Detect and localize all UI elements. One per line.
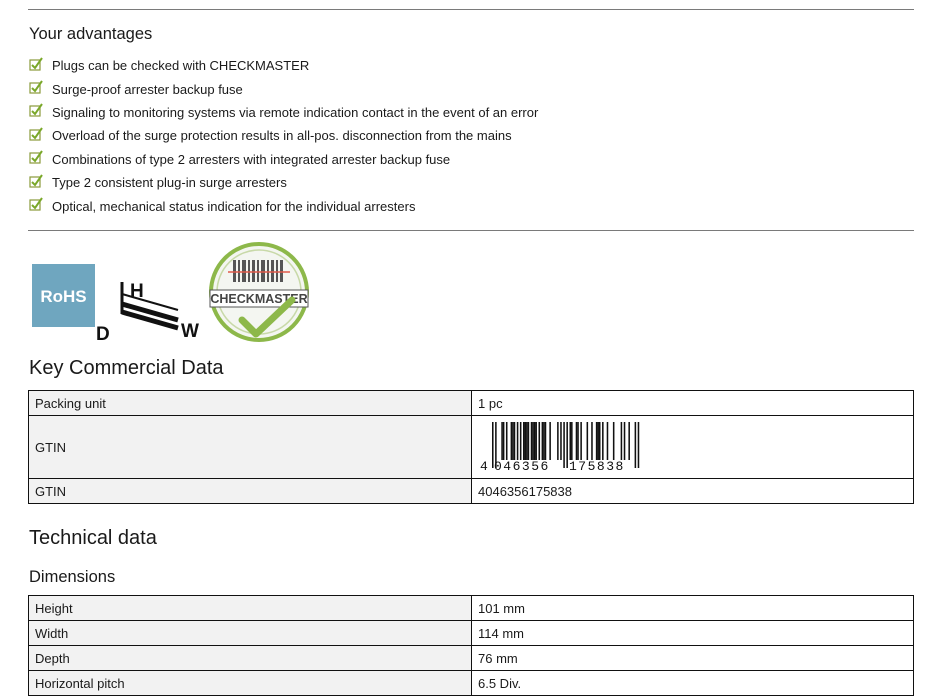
- advantage-text: Combinations of type 2 arresters with integrated arrester backup fuse: [52, 151, 451, 167]
- logo-strip: [30, 242, 320, 342]
- barcode-bar: [545, 422, 547, 460]
- checkmaster-logo: [210, 244, 308, 340]
- barcode-bar: [525, 422, 527, 460]
- row-label: Width: [29, 621, 472, 646]
- table-row: [29, 416, 914, 479]
- checkbox-checked-icon: [29, 174, 43, 188]
- barcode-bar: [566, 422, 568, 468]
- dimension-d-label: D: [96, 324, 110, 342]
- barcode-bar: [638, 422, 640, 468]
- barcode-bar: [571, 422, 573, 460]
- certification-logos: [30, 242, 320, 342]
- advantage-text: Plugs can be checked with CHECKMASTER: [52, 58, 310, 74]
- barcode-bar: [532, 422, 534, 460]
- rohs-logo: [32, 264, 95, 327]
- barcode-bar: [580, 422, 582, 460]
- barcode-image: [478, 418, 658, 474]
- barcode-bar: [602, 422, 604, 460]
- row-value: 6.5 Div.: [472, 671, 914, 696]
- barcode-bar: [613, 422, 615, 460]
- row-label: GTIN: [29, 416, 472, 479]
- dimensions-heading: Dimensions: [29, 568, 116, 586]
- checkmaster-text: CHECKMASTER: [210, 292, 308, 306]
- barcode-cell: [472, 416, 914, 479]
- barcode-bar: [543, 422, 545, 460]
- row-label: Height: [29, 596, 472, 621]
- list-item: [29, 101, 538, 124]
- table-row: [29, 596, 914, 621]
- barcode-bar: [607, 422, 609, 460]
- barcode-bar: [577, 422, 579, 460]
- barcode-bar: [628, 422, 630, 460]
- checkbox-checked-icon: [29, 127, 43, 141]
- list-item: [29, 194, 538, 217]
- advantage-text: Surge-proof arrester backup fuse: [52, 81, 243, 97]
- barcode-bar: [535, 422, 537, 460]
- barcode-bar: [531, 422, 533, 460]
- barcode-bar: [526, 422, 528, 460]
- checkbox-checked-icon: [29, 197, 43, 211]
- checkbox-checked-icon: [29, 150, 43, 164]
- table-row: [29, 391, 914, 416]
- barcode-bar: [511, 422, 513, 460]
- barcode-bar: [597, 422, 599, 460]
- barcode-bar: [635, 422, 637, 468]
- checkbox-checked-icon: [29, 103, 43, 117]
- barcode-bar: [591, 422, 593, 460]
- advantage-text: Signaling to monitoring systems via remote indication contact in the event of an error: [52, 104, 539, 120]
- row-value: 114 mm: [472, 621, 914, 646]
- advantages-list: [29, 54, 538, 218]
- barcode-bar: [534, 422, 536, 460]
- barcode-bar: [514, 422, 516, 460]
- list-item: [29, 148, 538, 171]
- table-row: [29, 646, 914, 671]
- commercial-data-table: [28, 390, 914, 504]
- advantage-text: Overload of the surge protection results in all-pos. disconnection from the mains: [52, 128, 512, 144]
- advantage-text: Type 2 consistent plug-in surge arresters: [52, 175, 287, 191]
- barcode-bar: [539, 422, 541, 460]
- barcode-bar: [503, 422, 505, 460]
- barcode-bar: [563, 422, 565, 468]
- table-row: [29, 479, 914, 504]
- barcode-bar: [570, 422, 572, 460]
- list-item: [29, 54, 538, 77]
- technical-heading: Technical data: [29, 527, 157, 549]
- barcode-left-digits: 046356: [494, 458, 550, 474]
- row-value: 1 pc: [472, 391, 914, 416]
- barcode-first-digit: 4: [480, 458, 488, 474]
- barcode-bar: [557, 422, 559, 460]
- rohs-text: RoHS: [40, 287, 87, 306]
- table-row: [29, 671, 914, 696]
- barcode-bar: [560, 422, 562, 460]
- list-item: [29, 124, 538, 147]
- checkbox-checked-icon: [29, 57, 43, 71]
- barcode-bar: [624, 422, 626, 460]
- row-value: 4046356175838: [472, 479, 914, 504]
- barcode-bar: [587, 422, 589, 460]
- table-row: [29, 621, 914, 646]
- barcode-bar: [506, 422, 508, 460]
- list-item: [29, 171, 538, 194]
- barcode-bar: [528, 422, 530, 460]
- barcode-bar: [520, 422, 522, 460]
- barcode-bar: [621, 422, 623, 460]
- section-divider: [28, 230, 914, 231]
- dimension-h-label: H: [130, 281, 144, 302]
- advantages-heading: Your advantages: [29, 25, 153, 43]
- dimension-w-label: W: [181, 321, 199, 342]
- commercial-heading: Key Commercial Data: [29, 357, 224, 379]
- row-label: Horizontal pitch: [29, 671, 472, 696]
- barcode-bar: [501, 422, 503, 460]
- barcode-bar: [599, 422, 601, 460]
- dimensions-table: [28, 595, 914, 696]
- barcode-bar: [549, 422, 551, 460]
- barcode-bar: [512, 422, 514, 460]
- barcode-bar: [596, 422, 598, 460]
- top-divider: [28, 9, 914, 10]
- barcode-bar: [523, 422, 525, 460]
- barcode-bar: [542, 422, 544, 460]
- dimensions-icon: [96, 281, 199, 342]
- row-value: 101 mm: [472, 596, 914, 621]
- row-label: Packing unit: [29, 391, 472, 416]
- advantage-text: Optical, mechanical status indication for the individual arresters: [52, 198, 416, 214]
- barcode-right-digits: 175838: [569, 458, 625, 474]
- row-label: GTIN: [29, 479, 472, 504]
- row-value: 76 mm: [472, 646, 914, 671]
- barcode-bar: [517, 422, 519, 460]
- row-label: Depth: [29, 646, 472, 671]
- list-item: [29, 77, 538, 100]
- checkbox-checked-icon: [29, 80, 43, 94]
- barcode-bar: [576, 422, 578, 460]
